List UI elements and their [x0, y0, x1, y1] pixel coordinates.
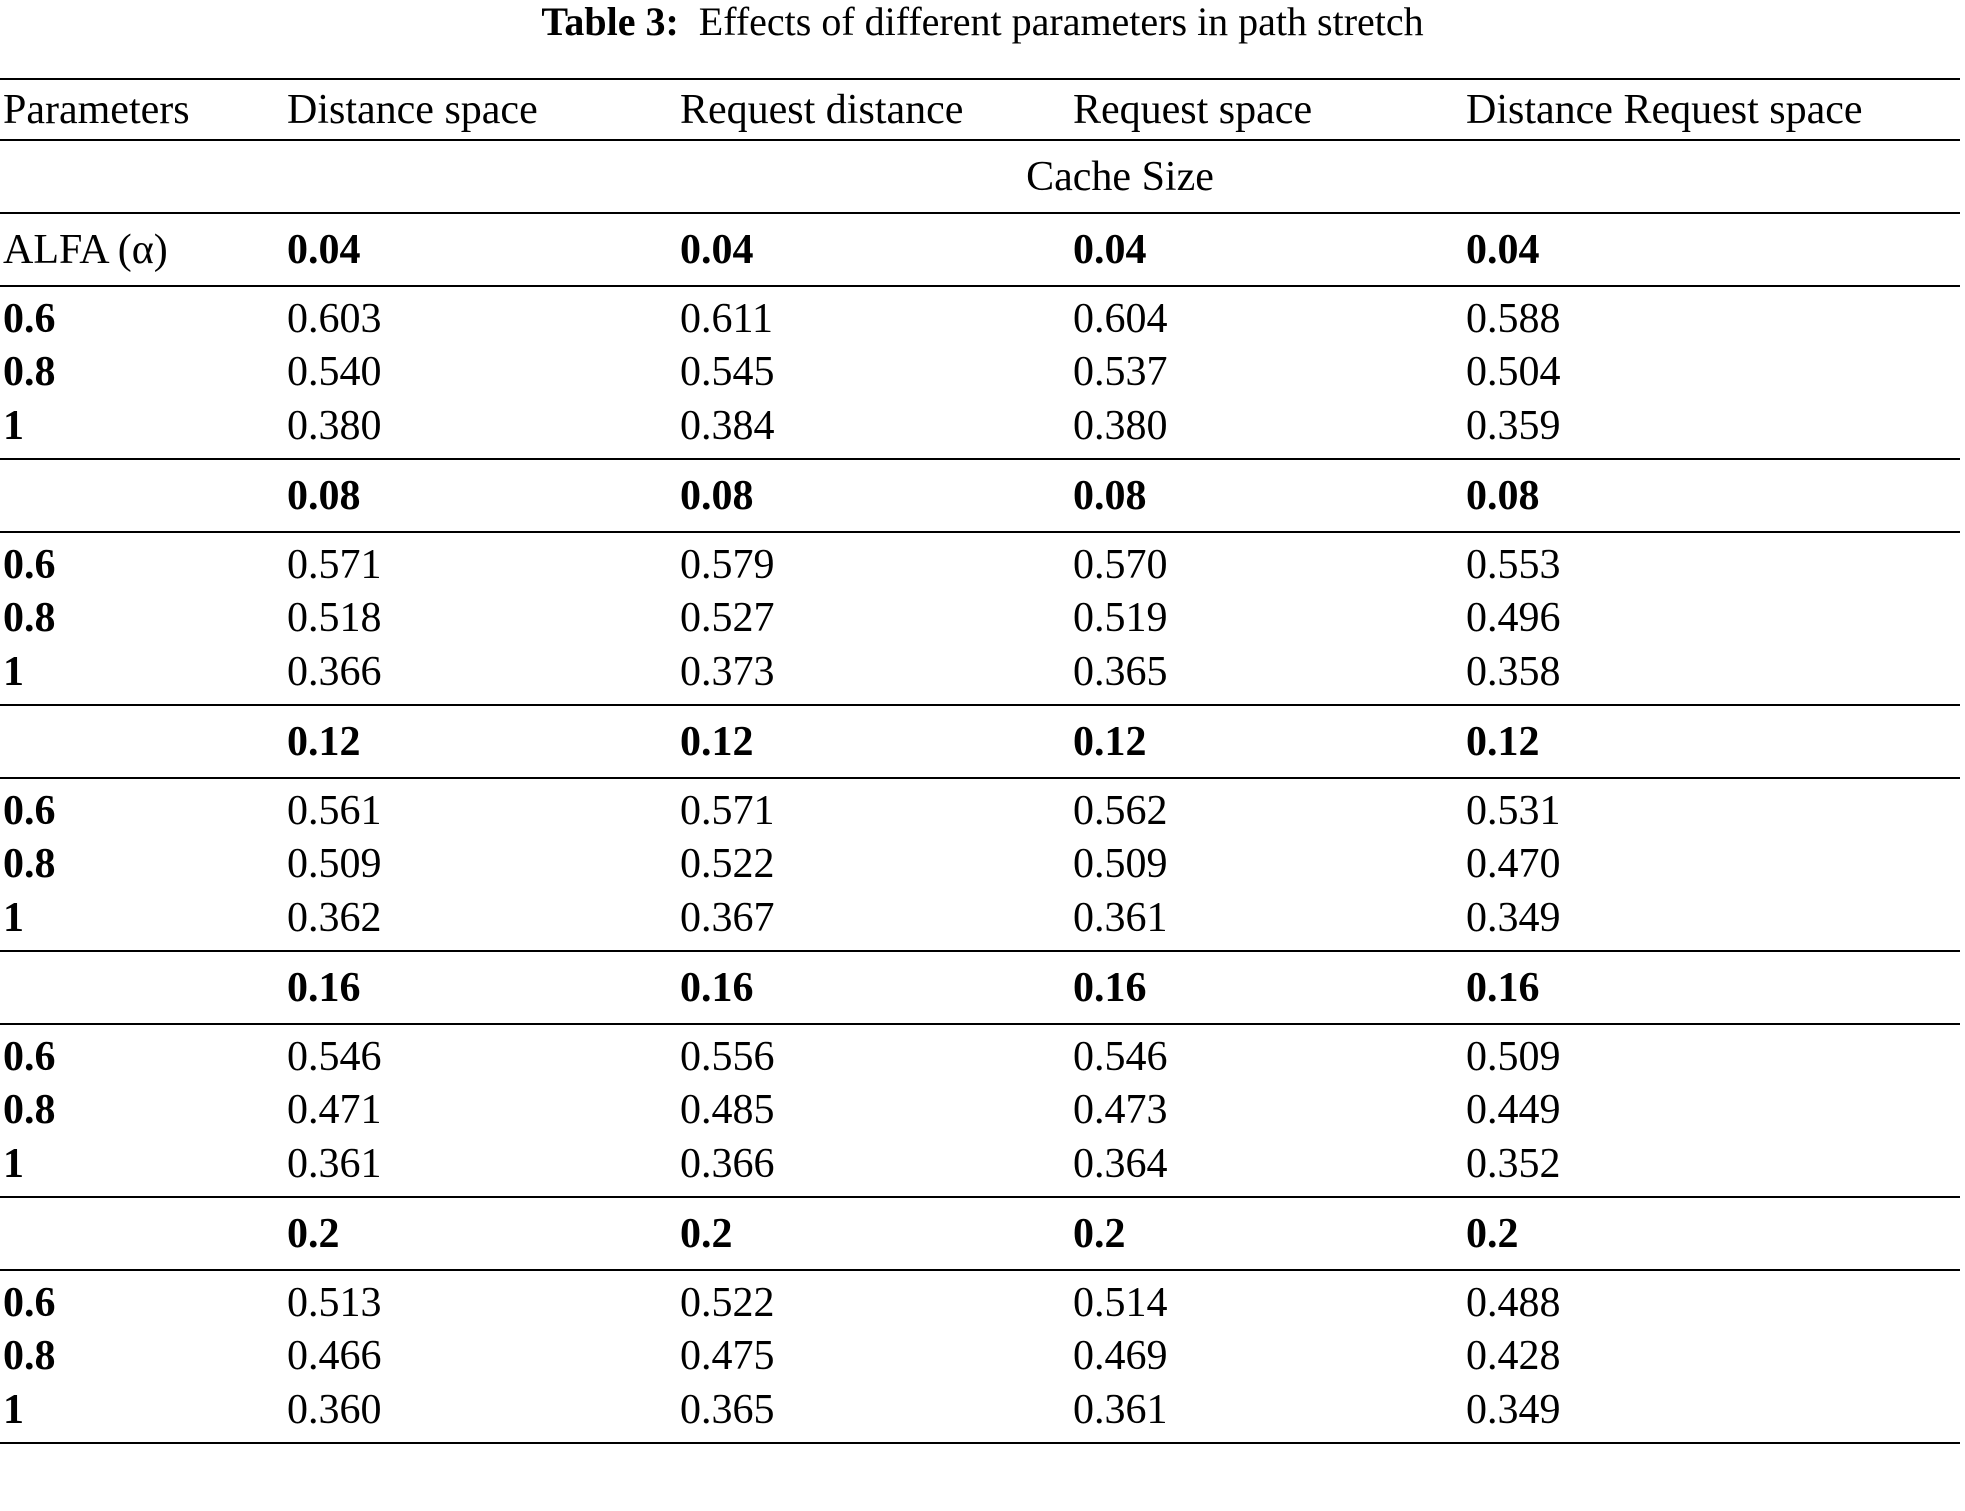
table-cell: 0.579	[680, 542, 775, 588]
table-cell: 0.604	[1073, 296, 1168, 342]
table-cell: 0.488	[1466, 1280, 1561, 1326]
cache-size-value: 0.2	[1073, 1210, 1126, 1257]
table-row	[0, 1383, 1960, 1443]
table-cell: 0.449	[1466, 1087, 1561, 1133]
cache-size-value: 0.16	[1466, 964, 1540, 1011]
alpha-value: 1	[3, 1141, 24, 1187]
caption-text: Effects of different parameters in path stretch	[698, 0, 1424, 44]
table-row	[0, 1137, 1960, 1197]
table-cell: 0.361	[287, 1141, 382, 1187]
table-cell: 0.364	[1073, 1141, 1168, 1187]
cache-size-value: 0.12	[1073, 718, 1147, 765]
column-header: Request space	[1073, 86, 1313, 133]
results-table	[0, 78, 1960, 1444]
alpha-value: 0.8	[3, 841, 56, 887]
cache-size-value: 0.2	[287, 1210, 340, 1257]
table-cell: 0.562	[1073, 788, 1168, 834]
cache-size-value: 0.04	[1466, 226, 1540, 273]
cache-size-value: 0.08	[1466, 472, 1540, 519]
cache-size-value: 0.04	[680, 226, 754, 273]
empty-cell	[0, 459, 284, 532]
cache-size-row	[0, 705, 1960, 778]
cache-size-value: 0.16	[680, 964, 754, 1011]
table-cell: 0.496	[1466, 595, 1561, 641]
cache-size-value: 0.04	[287, 226, 361, 273]
alpha-value: 1	[3, 1387, 24, 1433]
table-cell: 0.603	[287, 296, 382, 342]
table-cell: 0.361	[1073, 895, 1168, 941]
table-cell: 0.545	[680, 349, 775, 395]
table-row	[0, 399, 1960, 459]
alpha-value: 0.8	[3, 349, 56, 395]
table-cell: 0.384	[680, 403, 775, 449]
table-cell: 0.349	[1466, 895, 1561, 941]
table-cell: 0.365	[1073, 649, 1168, 695]
table-cell: 0.504	[1466, 349, 1561, 395]
cache-size-value: 0.12	[680, 718, 754, 765]
table-cell: 0.509	[287, 841, 382, 887]
alpha-value: 0.6	[3, 542, 56, 588]
alpha-value: 1	[3, 403, 24, 449]
table-body	[0, 79, 1960, 1443]
table-cell: 0.367	[680, 895, 775, 941]
table-row	[0, 645, 1960, 705]
table-row	[0, 1329, 1960, 1383]
table-cell: 0.366	[680, 1141, 775, 1187]
table-cell: 0.553	[1466, 542, 1561, 588]
table-cell: 0.509	[1073, 841, 1168, 887]
table-cell: 0.540	[287, 349, 382, 395]
table-cell: 0.556	[680, 1034, 775, 1080]
column-header-row	[0, 79, 1960, 140]
alpha-value: 0.6	[3, 1034, 56, 1080]
cache-size-value: 0.08	[1073, 472, 1147, 519]
cache-size-header: Cache Size	[1026, 153, 1214, 200]
table-cell: 0.380	[287, 403, 382, 449]
table-cell: 0.537	[1073, 349, 1168, 395]
table-cell: 0.366	[287, 649, 382, 695]
alpha-value: 0.8	[3, 595, 56, 641]
table-cell: 0.470	[1466, 841, 1561, 887]
table-cell: 0.471	[287, 1087, 382, 1133]
table-cell: 0.361	[1073, 1387, 1168, 1433]
alpha-value: 0.6	[3, 1280, 56, 1326]
table-cell: 0.514	[1073, 1280, 1168, 1326]
empty-cell	[0, 951, 284, 1024]
table-row	[0, 345, 1960, 399]
table-row	[0, 1083, 1960, 1137]
column-header: Parameters	[3, 86, 190, 133]
table-cell: 0.466	[287, 1333, 382, 1379]
table-cell: 0.380	[1073, 403, 1168, 449]
table-cell: 0.546	[1073, 1034, 1168, 1080]
span-header-row	[0, 140, 1960, 213]
table-cell: 0.360	[287, 1387, 382, 1433]
cache-size-value: 0.16	[1073, 964, 1147, 1011]
table-cell: 0.571	[287, 542, 382, 588]
cache-size-value: 0.2	[1466, 1210, 1519, 1257]
column-header: Distance space	[287, 86, 538, 133]
table-cell: 0.611	[680, 296, 773, 342]
table-cell: 0.373	[680, 649, 775, 695]
table-cell: 0.588	[1466, 296, 1561, 342]
column-header: Request distance	[680, 86, 964, 133]
cache-size-row	[0, 1197, 1960, 1270]
table-row	[0, 1024, 1960, 1083]
table-cell: 0.513	[287, 1280, 382, 1326]
cache-size-value: 0.12	[287, 718, 361, 765]
cache-size-value: 0.12	[1466, 718, 1540, 765]
table-cell: 0.428	[1466, 1333, 1561, 1379]
table-cell: 0.570	[1073, 542, 1168, 588]
alpha-value: 0.8	[3, 1087, 56, 1133]
cache-size-value: 0.2	[680, 1210, 733, 1257]
table-cell: 0.546	[287, 1034, 382, 1080]
table-row	[0, 591, 1960, 645]
cache-size-value: 0.08	[287, 472, 361, 519]
caption-label: Table 3:	[541, 0, 679, 44]
cache-size-value: 0.08	[680, 472, 754, 519]
table-cell: 0.475	[680, 1333, 775, 1379]
table-row	[0, 837, 1960, 891]
cache-size-row	[0, 213, 1960, 286]
table-cell: 0.365	[680, 1387, 775, 1433]
table-cell: 0.519	[1073, 595, 1168, 641]
cache-size-value: 0.16	[287, 964, 361, 1011]
cache-size-row	[0, 951, 1960, 1024]
table-cell: 0.518	[287, 595, 382, 641]
table-row	[0, 532, 1960, 591]
table-caption	[0, 0, 1965, 44]
cache-size-row	[0, 459, 1960, 532]
alpha-value: 0.6	[3, 296, 56, 342]
empty-cell	[0, 1197, 284, 1270]
table-cell: 0.469	[1073, 1333, 1168, 1379]
table-row	[0, 286, 1960, 345]
table-cell: 0.358	[1466, 649, 1561, 695]
table-cell: 0.359	[1466, 403, 1561, 449]
empty-cell	[0, 705, 284, 778]
table-cell: 0.352	[1466, 1141, 1561, 1187]
table-cell: 0.485	[680, 1087, 775, 1133]
alpha-value: 1	[3, 649, 24, 695]
table-row	[0, 1270, 1960, 1329]
table-cell: 0.561	[287, 788, 382, 834]
table-cell: 0.473	[1073, 1087, 1168, 1133]
table-cell: 0.527	[680, 595, 775, 641]
alpha-value: 0.8	[3, 1333, 56, 1379]
cache-size-value: 0.04	[1073, 226, 1147, 273]
column-header: Distance Request space	[1466, 86, 1863, 133]
alpha-value: 1	[3, 895, 24, 941]
table-row	[0, 778, 1960, 837]
table-cell: 0.349	[1466, 1387, 1561, 1433]
table-cell: 0.522	[680, 841, 775, 887]
alpha-value: 0.6	[3, 788, 56, 834]
table-cell: 0.509	[1466, 1034, 1561, 1080]
table-cell: 0.531	[1466, 788, 1561, 834]
table-cell: 0.522	[680, 1280, 775, 1326]
alpha-label: ALFA (α)	[3, 226, 168, 273]
table-row	[0, 891, 1960, 951]
table-cell: 0.571	[680, 788, 775, 834]
table-cell: 0.362	[287, 895, 382, 941]
